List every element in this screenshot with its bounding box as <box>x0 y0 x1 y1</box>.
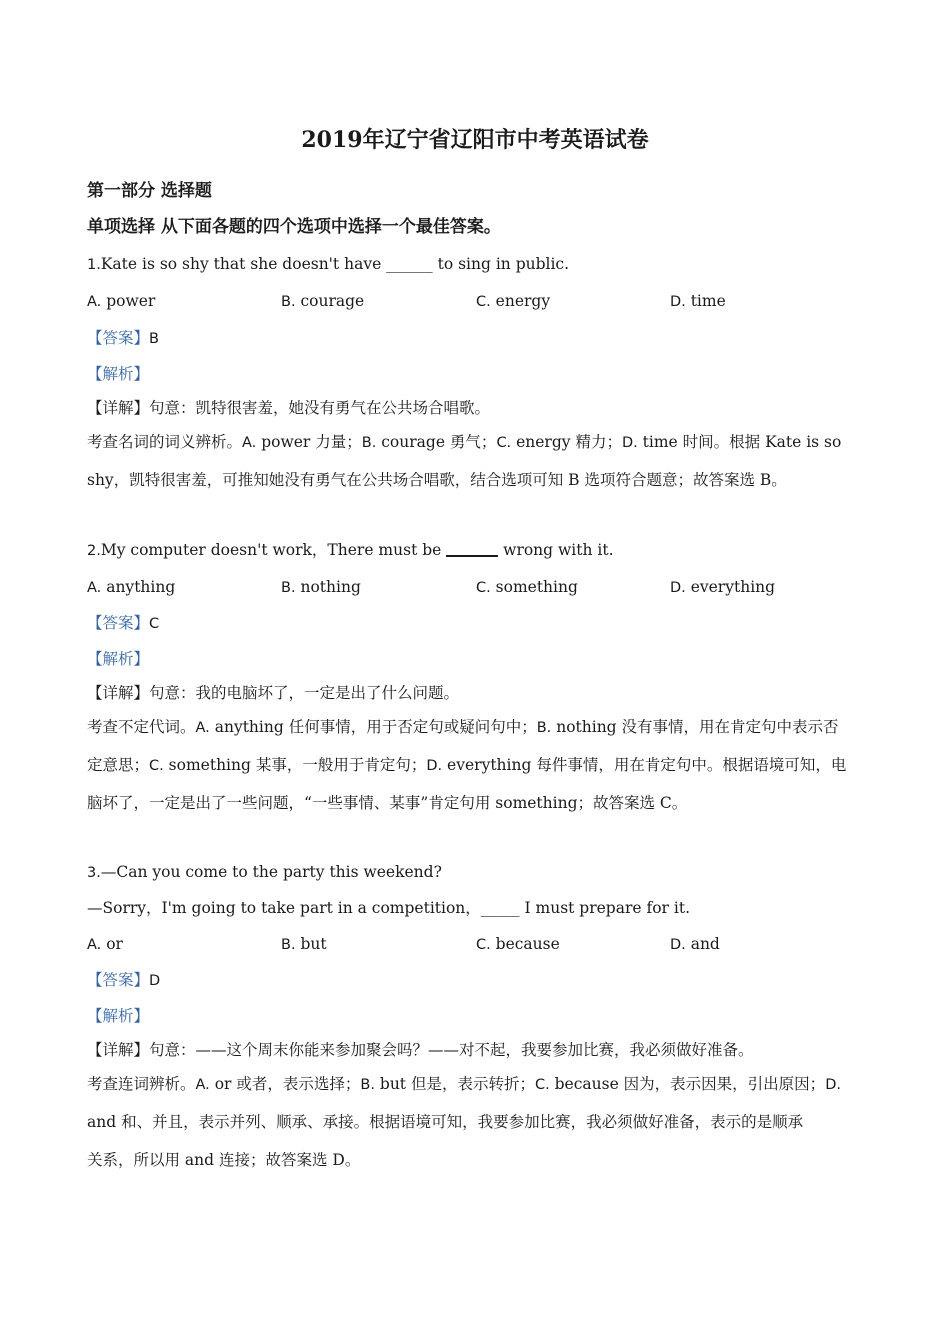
question-3-stem-1: 3.—Can you come to the party this weekend? <box>87 863 442 881</box>
question-2-answer: 【答案】C <box>87 614 160 632</box>
question-1-analysis-label: 【解析】 <box>87 365 150 383</box>
question-2-option-c: C. something <box>476 578 578 596</box>
question-1-text: Kate is so shy that she doesn't have ______ to sing in public. <box>100 255 570 273</box>
question-1-explanation-line-2: shy，凯特很害羞，可推知她没有勇气在公共场合唱歌，结合选项可知 B 选项符合题意；故答案选 B。 <box>87 471 787 489</box>
question-1-option-b: B. courage <box>281 292 365 310</box>
question-1-answer: 【答案】B <box>87 329 159 347</box>
question-1-stem <box>87 254 569 275</box>
question-1-explanation-line-1: 考查名词的词义辨析。A. power 力量；B. courage 勇气；C. energy 精力；D. time 时间。根据 Kate is so <box>87 433 842 451</box>
question-2-analysis-label: 【解析】 <box>87 650 150 668</box>
question-1-option-a: A. power <box>87 292 156 310</box>
question-2-explanation-line-3: 脑坏了，一定是出了一些问题，“一些事情、某事”肯定句用 something；故答案选 C。 <box>87 794 688 812</box>
part-heading: 第一部分 选择题 <box>87 181 212 201</box>
question-2-explanation-line-1: 考查不定代词。A. anything 任何事情，用于否定句或疑问句中；B. nothing 没有事情，用在肯定句中表示否 <box>87 718 839 736</box>
question-2-explanation-line-2: 定意思；C. something 某事，一般用于肯定句；D. everything 每件事情，用在肯定句中。根据语境可知，电 <box>87 756 847 774</box>
instruction-heading: 单项选择 从下面各题的四个选项中选择一个最佳答案。 <box>87 217 501 237</box>
question-1-number: 1. <box>87 257 101 273</box>
question-2-detail: 【详解】句意：我的电脑坏了，一定是出了什么问题。 <box>87 684 460 702</box>
answer-blank <box>446 555 498 557</box>
question-1-detail: 【详解】句意：凯特很害羞，她没有勇气在公共场合唱歌。 <box>87 399 491 417</box>
question-2-stem: 2.My computer doesn't work，There must be wrong with it. <box>87 541 614 559</box>
question-2-option-a: A. anything <box>87 578 176 596</box>
page-title: 2019年辽宁省辽阳市中考英语试卷 <box>301 127 649 153</box>
question-3-stem-2: —Sorry，I'm going to take part in a competition，_____ I must prepare for it. <box>87 899 690 917</box>
question-2-answer-value: C <box>149 616 160 632</box>
question-2-option-b: B. nothing <box>281 578 361 596</box>
question-1-option-c: C. energy <box>476 292 551 310</box>
question-3-detail: 【详解】句意：——这个周末你能来参加聚会吗？——对不起，我要参加比赛，我必须做好准备。 <box>87 1041 754 1059</box>
question-3-number: 3. <box>87 865 101 881</box>
question-3-answer-value: D <box>149 973 161 989</box>
question-1-option-d: D. time <box>670 292 726 310</box>
question-3-answer: 【答案】D <box>87 971 161 989</box>
question-3-option-c: C. because <box>476 935 560 953</box>
question-3-explanation-line-2: and 和、并且，表示并列、顺承、承接。根据语境可知，我要参加比赛，我必须做好准备，表示的是顺承 <box>87 1113 804 1131</box>
question-2-option-d: D. everything <box>670 578 776 596</box>
question-2-number: 2. <box>87 543 101 559</box>
question-3-analysis-label: 【解析】 <box>87 1007 150 1025</box>
question-3-option-d: D. and <box>670 935 720 953</box>
question-3-explanation-line-3: 关系，所以用 and 连接；故答案选 D。 <box>87 1151 361 1169</box>
question-1-answer-value: B <box>149 331 159 347</box>
question-3-option-a: A. or <box>87 935 123 953</box>
question-3-option-b: B. but <box>281 935 327 953</box>
question-3-explanation-line-1: 考查连词辨析。A. or 或者，表示选择；B. but 但是，表示转折；C. because 因为，表示因果，引出原因；D. <box>87 1075 841 1093</box>
